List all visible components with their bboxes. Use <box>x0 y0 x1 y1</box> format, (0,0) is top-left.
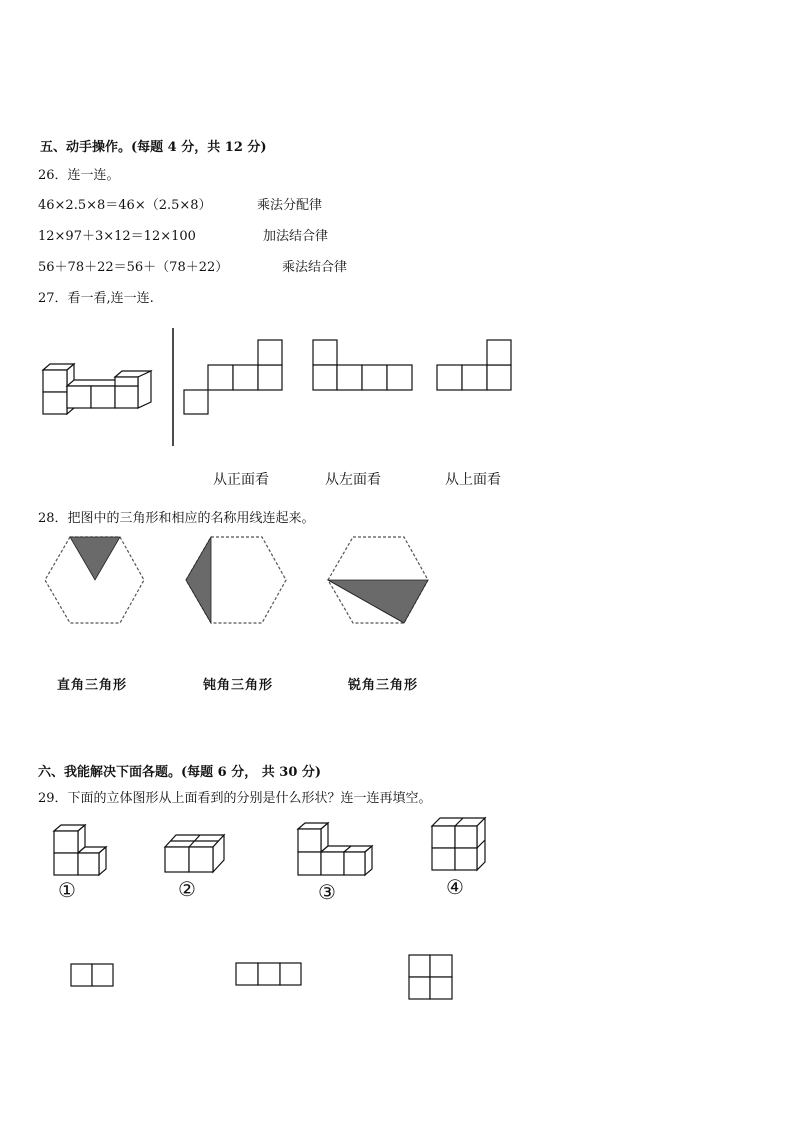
q27-view-label-top: 从上面看 <box>445 472 501 488</box>
q26-law-1: 乘法分配律 <box>257 198 323 213</box>
q28-hexagon-2 <box>186 537 286 623</box>
q29-top-view-c <box>409 955 452 999</box>
q27-solid <box>43 364 151 414</box>
q27-title: 27．看一看,连一连. <box>38 291 154 306</box>
q27-view-b <box>313 340 412 390</box>
q26-law-3: 乘法结合律 <box>282 260 348 275</box>
q27-view-c <box>437 340 511 390</box>
q29-solid-4 <box>432 818 485 870</box>
q29-solid-1 <box>54 825 106 875</box>
q26-title: 26．连一连。 <box>38 168 120 183</box>
q29-label-3: ③ <box>318 880 336 904</box>
q29-label-4: ④ <box>446 875 464 899</box>
q29-label-1: ① <box>58 878 76 902</box>
q27-view-label-left: 从左面看 <box>325 472 381 488</box>
q28-hexagon-1 <box>45 537 144 623</box>
q29-title: 29．下面的立体图形从上面看到的分别是什么形状？连一连再填空。 <box>38 791 432 806</box>
q29-solid-2 <box>165 835 224 872</box>
q26-equation-1: 46×2.5×8＝46×（2.5×8） <box>38 198 212 213</box>
section5-heading: 五、动手操作。(每题 4 分，共 12 分) <box>40 140 267 155</box>
q29-top-view-b <box>236 963 301 985</box>
q28-title: 28．把图中的三角形和相应的名称用线连起来。 <box>38 511 315 526</box>
q28-name-obtuse: 钝角三角形 <box>203 678 274 693</box>
q27-cube <box>67 386 91 408</box>
q28-name-acute: 锐角三角形 <box>348 678 419 693</box>
q28-hexagon-3 <box>328 537 428 623</box>
q29-top-view-a <box>71 964 113 986</box>
section6-heading: 六、我能解决下面各题。(每题 6 分， 共 30 分) <box>38 765 322 780</box>
q26-equation-2: 12×97＋3×12＝12×100 <box>38 229 196 244</box>
q27-view-a <box>184 340 282 414</box>
q28-name-right: 直角三角形 <box>57 678 128 693</box>
q27-view-label-front: 从正面看 <box>213 472 269 488</box>
q29-label-2: ② <box>178 877 196 901</box>
q26-equation-3: 56＋78＋22＝56＋（78＋22） <box>38 260 229 275</box>
q26-law-2: 加法结合律 <box>263 229 329 244</box>
q29-solid-3 <box>298 823 372 875</box>
